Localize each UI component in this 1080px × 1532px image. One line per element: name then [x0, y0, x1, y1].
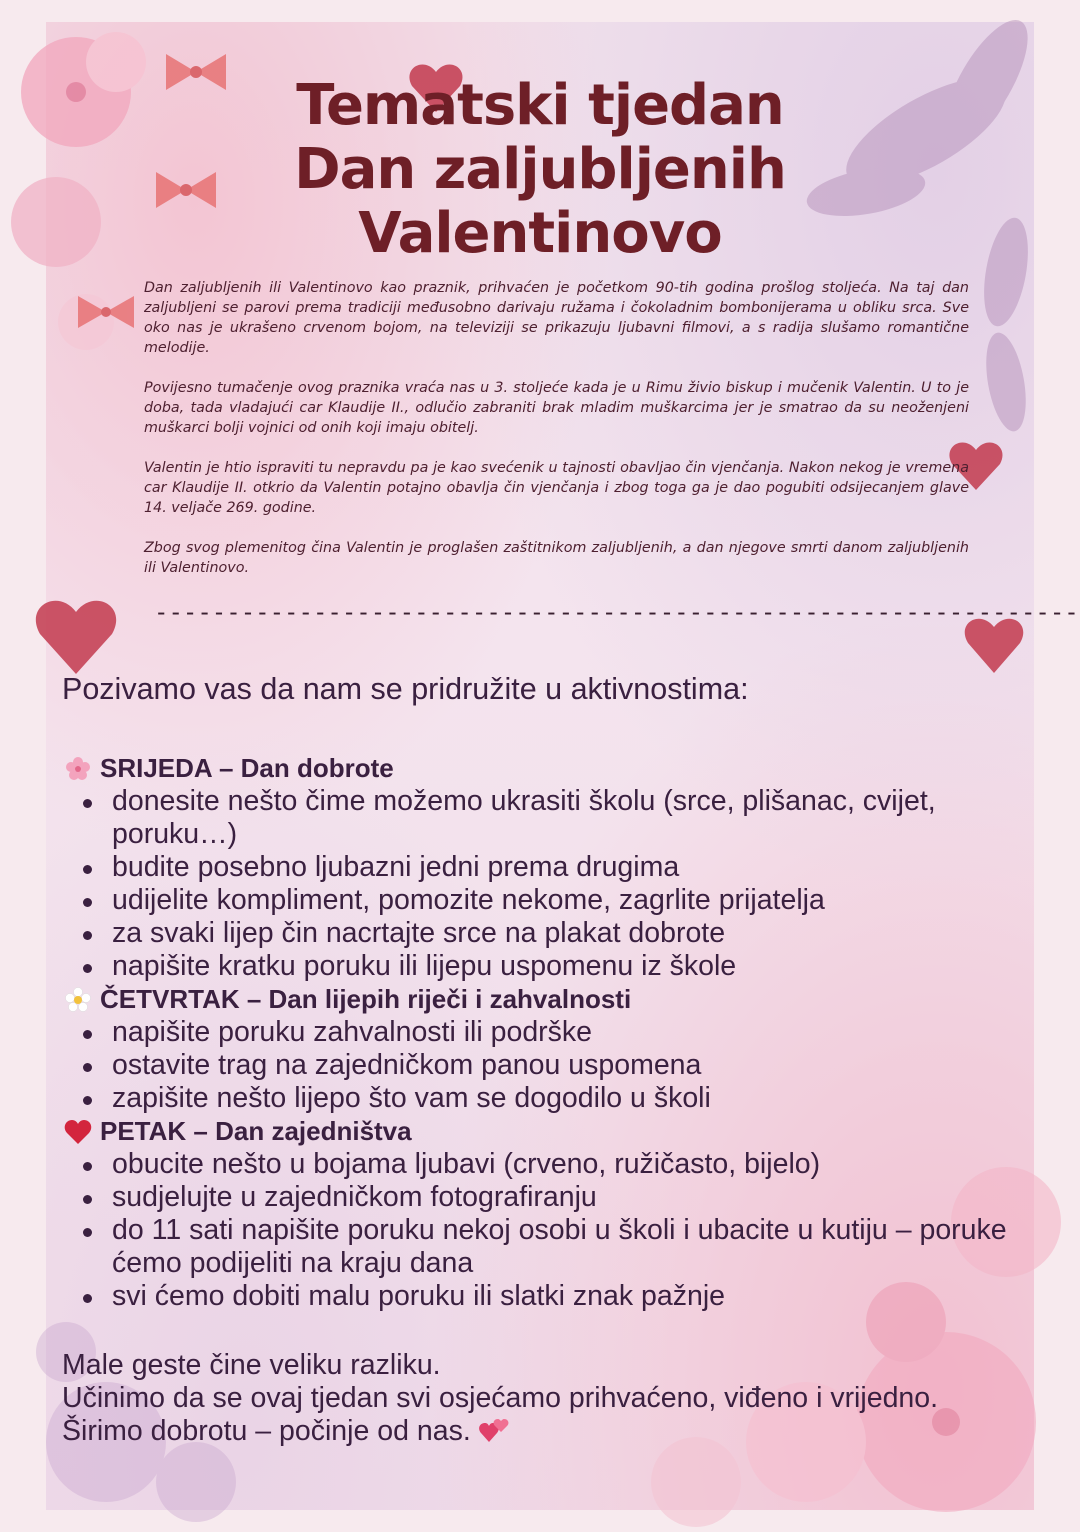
activity-list: [62, 1016, 1034, 1115]
red-heart-icon: [62, 1117, 94, 1147]
activities-list: [62, 752, 1034, 1313]
list-item: donesite nešto čime možemo ukrasiti školu (srce, plišanac, cvijet, poruku…): [112, 785, 1034, 851]
blossom-icon: [62, 754, 94, 784]
list-item: ostavite trag na zajedničkom panou uspomena: [112, 1049, 1034, 1082]
closing-text: [62, 1349, 1002, 1448]
list-item: za svaki lijep čin nacrtajte srce na plakat dobrote: [112, 917, 1034, 950]
day-heading-label: ČETVRTAK – Dan lijepih riječi i zahvalnosti: [100, 984, 632, 1014]
title-line-2: Dan zaljubljenih: [294, 137, 786, 202]
intro-paragraph: Povijesno tumačenje ovog praznika vraća nas u 3. stoljeće kada je u Rimu živio biskup i mučenik Valentin. U to je doba, tada vladajući car Klaudije II., odlučio zabraniti brak mladim muškarcima jer je smatrao da su neoženjeni muškarci bolji vojnici od onih koji imaju obitelj.: [144, 380, 969, 436]
two-hearts-icon: [479, 1415, 509, 1447]
closing-line-2: Učinimo da se ovaj tjedan svi osjećamo prihvaćeno, viđeno i vrijedno.: [62, 1382, 939, 1414]
list-item: budite posebno ljubazni jedni prema drugima: [112, 851, 1034, 884]
list-item: do 11 sati napišite poruku nekoj osobi u školi i ubacite u kutiju – poruke ćemo podijeliti na kraju dana: [112, 1214, 1034, 1280]
intro-paragraph: Valentin je htio ispraviti tu nepravdu pa je kao svećenik u tajnosti obavljao čin vjenčanja. Nakon nekog je vremena car Klaudije II. otkrio da Valentin potajno obavlja čin vjenčanja i zbog toga ga je dao pogubiti odsijecanjem glave 14. veljače 269. godine.: [144, 460, 969, 516]
list-item: zapišite nešto lijepo što vam se dogodilo u školi: [112, 1082, 1034, 1115]
list-item: sudjelujte u zajedničkom fotografiranju: [112, 1181, 1034, 1214]
activity-list: [62, 1148, 1034, 1313]
intro-paragraph: Zbog svog plemenitog čina Valentin je proglašen zaštitnikom zaljubljenih, a dan njegove smrti danom zaljubljenih ili Valentinovo.: [144, 540, 969, 576]
activity-list: [62, 785, 1034, 983]
list-item: svi ćemo dobiti malu poruku ili slatki znak pažnje: [112, 1280, 1034, 1313]
day-heading: [62, 983, 1034, 1016]
closing-line-1: Male geste čine veliku razliku.: [62, 1349, 441, 1381]
title-line-3: Valentinovo: [358, 201, 722, 266]
poster: [46, 22, 1079, 1510]
day-heading: [62, 752, 1034, 785]
title-line-1: Tematski tjedan: [296, 73, 784, 138]
page-title: [46, 74, 1034, 266]
list-item: obucite nešto u bojama ljubavi (crveno, ružičasto, bijelo): [112, 1148, 1034, 1181]
intro-text: [144, 278, 969, 598]
day-heading: [62, 1115, 1034, 1148]
dashed-divider: ----------------------------------------------------------------: [154, 598, 1079, 626]
invite-heading: Pozivamo vas da nam se pridružite u aktivnostima:: [62, 672, 749, 706]
daisy-icon: [62, 985, 94, 1015]
day-heading-label: PETAK – Dan zajedništva: [100, 1116, 412, 1146]
day-heading-label: SRIJEDA – Dan dobrote: [100, 753, 394, 783]
closing-line-3-wrap: [62, 1415, 1002, 1448]
list-item: napišite kratku poruku ili lijepu uspomenu iz škole: [112, 950, 1034, 983]
list-item: udijelite kompliment, pomozite nekome, zagrlite prijatelja: [112, 884, 1034, 917]
intro-paragraph: Dan zaljubljenih ili Valentinovo kao praznik, prihvaćen je početkom 90-tih godina prošlog stoljeća. Na taj dan zaljubljeni se parovi prema tradiciji međusobno darivaju ružama i čokoladnim bombonijerama u obliku srca. Sve oko nas je ukrašeno crvenom bojom, na televiziji se prikazuju ljubavni filmovi, a s radija slušamo romantične melodije.: [144, 280, 969, 356]
list-item: napišite poruku zahvalnosti ili podrške: [112, 1016, 1034, 1049]
closing-line-3: Širimo dobrotu – počinje od nas.: [62, 1415, 471, 1447]
